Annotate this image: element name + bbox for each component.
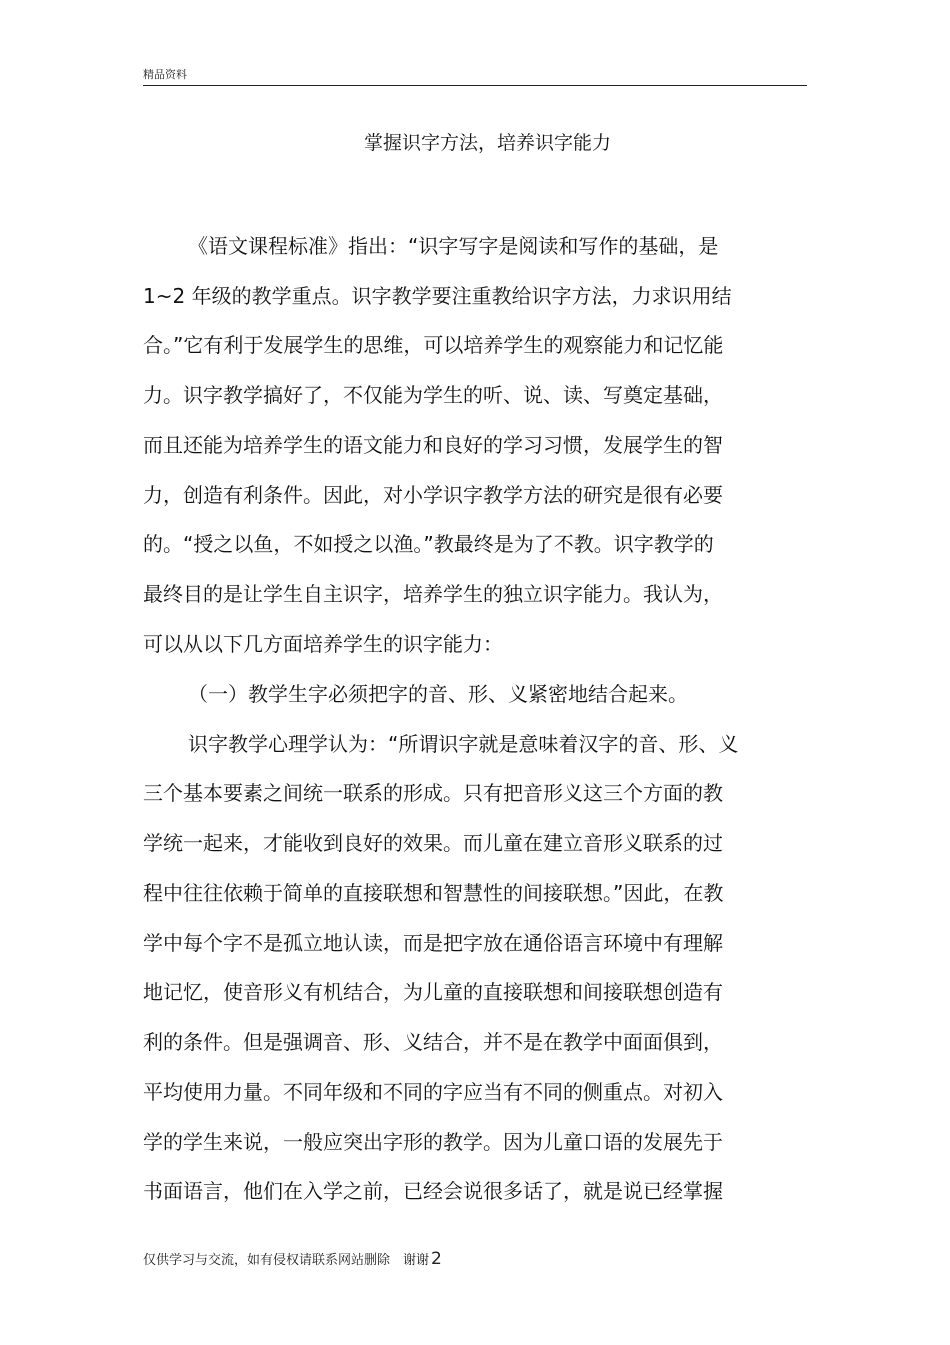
body-line: 地记忆，使音形义有机结合，为儿童的直接联想和间接联想创造有 (143, 980, 723, 1004)
header-divider (143, 85, 807, 86)
body-line: 合。”它有利于发展学生的思维，可以培养学生的观察能力和记忆能 (143, 333, 724, 357)
page-number: 2 (431, 1249, 442, 1269)
body-line: 最终目的是让学生自主识字，培养学生的独立识字能力。我认为， (143, 582, 723, 606)
body-line: 学统一起来，才能收到良好的效果。而儿童在建立音形义联系的过 (143, 831, 723, 855)
body-line: 可以从以下几方面培养学生的识字能力： (143, 632, 503, 656)
body-line: 三个基本要素之间统一联系的形成。只有把音形义这三个方面的教 (143, 781, 723, 805)
document-title: 掌握识字方法，培养识字能力 (363, 132, 611, 154)
body-line: 识字教学心理学认为：“所谓识字就是意味着汉字的音、形、义 (188, 732, 739, 756)
footer-text: 仅供学习与交流，如有侵权请联系网站删除 谢谢 (143, 1253, 430, 1268)
section-heading: （一）教学生字必须把字的音、形、义紧密地结合起来。 (188, 682, 688, 706)
body-line: 1~2 年级的教学重点。识字教学要注重教给识字方法，力求识用结 (143, 284, 732, 308)
body-line: 书面语言，他们在入学之前，已经会说很多话了，就是说已经掌握 (143, 1179, 723, 1203)
body-line: 的。“授之以鱼，不如授之以渔。”教最终是为了不教。识字教学的 (143, 532, 714, 556)
body-line: 学中每个字不是孤立地认读，而是把字放在通俗语言环境中有理解 (143, 931, 723, 955)
body-line: 《语文课程标准》指出：“识字写字是阅读和写作的基础，是 (188, 234, 719, 258)
header-label: 精品资料 (143, 68, 187, 81)
body-line: 力，创造有利条件。因此，对小学识字教学方法的研究是很有必要 (143, 483, 723, 507)
body-line: 学的学生来说，一般应突出字形的教学。因为儿童口语的发展先于 (143, 1130, 723, 1154)
body-line: 利的条件。但是强调音、形、义结合，并不是在教学中面面俱到， (143, 1030, 723, 1054)
body-line: 平均使用力量。不同年级和不同的字应当有不同的侧重点。对初入 (143, 1080, 723, 1104)
footer (143, 1249, 442, 1269)
body-line: 而且还能为培养学生的语文能力和良好的学习习惯，发展学生的智 (143, 433, 723, 457)
body-line: 力。识字教学搞好了，不仅能为学生的听、说、读、写奠定基础， (143, 383, 723, 407)
body-line: 程中往往依赖于简单的直接联想和智慧性的间接联想。”因此，在教 (143, 881, 724, 905)
